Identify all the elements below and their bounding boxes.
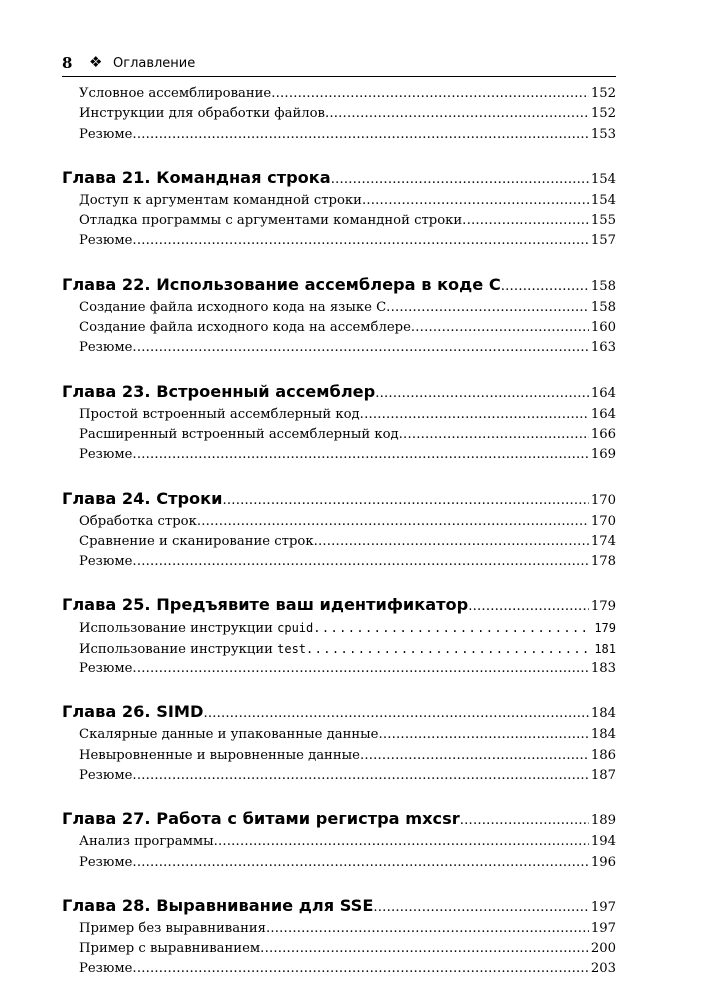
entry-code: test xyxy=(277,641,307,656)
entry-page-number: 194 xyxy=(590,834,616,850)
dot-leader xyxy=(378,725,588,745)
entry-page-number: 184 xyxy=(590,727,616,743)
dot-leader xyxy=(214,832,589,852)
entry-text: Резюме xyxy=(79,661,133,677)
entry-title xyxy=(79,338,132,358)
entry-text: Пример без выравнивания xyxy=(79,920,266,936)
entry-title xyxy=(79,919,266,939)
entry-title xyxy=(79,298,386,318)
dot-leader xyxy=(132,766,588,786)
entry-title xyxy=(79,766,132,786)
entry-title xyxy=(79,445,132,465)
chapter-page-number: 197 xyxy=(590,899,616,915)
entry-title xyxy=(79,191,362,211)
toc-chapter xyxy=(62,486,616,573)
entry-title xyxy=(79,318,411,338)
chapter-heading xyxy=(62,893,616,919)
chapter-heading xyxy=(62,165,616,191)
entry-page-number: 200 xyxy=(590,941,616,957)
entry-text: Использование инструкции xyxy=(79,621,278,637)
dot-leader xyxy=(132,338,588,358)
chapter-page-number: 154 xyxy=(590,171,616,187)
toc-entry xyxy=(62,338,616,358)
entry-page-number: 203 xyxy=(590,961,616,977)
entry-title xyxy=(79,125,132,145)
entry-text: Обработка строк xyxy=(79,513,197,529)
entry-title xyxy=(79,853,132,873)
toc-entry xyxy=(62,832,616,852)
dot-leader xyxy=(313,618,592,638)
dot-leader xyxy=(132,231,588,251)
entry-page-number: 157 xyxy=(590,233,616,249)
dot-leader xyxy=(386,298,589,318)
entry-page-number: 187 xyxy=(590,767,616,783)
running-title: Оглавление xyxy=(113,56,196,71)
entry-text: Доступ к аргументам командной строки xyxy=(79,192,362,208)
toc-entry xyxy=(62,425,616,445)
toc-entry xyxy=(62,125,616,145)
dot-leader xyxy=(460,808,589,834)
entry-title xyxy=(79,618,313,639)
entry-text: Скалярные данные и упакованные данные xyxy=(79,727,379,743)
entry-text: Резюме xyxy=(79,554,133,570)
chapter-page-number: 189 xyxy=(590,813,616,829)
entry-page-number: 181 xyxy=(594,641,616,656)
entry-page-number: 155 xyxy=(590,213,616,229)
entry-text: Резюме xyxy=(79,767,133,783)
entry-text: Отладка программы с аргументами командной строки xyxy=(79,213,463,229)
chapter-heading xyxy=(62,272,616,298)
entry-title xyxy=(79,725,378,745)
toc-entry xyxy=(62,191,616,211)
entry-text: Использование инструкции xyxy=(79,641,278,657)
entry-text: Невыровненные и выровненные данные xyxy=(79,747,360,763)
entry-text: Резюме xyxy=(79,447,133,463)
entry-title xyxy=(79,512,197,532)
dot-leader xyxy=(360,405,589,425)
dot-leader xyxy=(203,701,588,727)
chapter-title: Глава 26. SIMD xyxy=(62,702,204,722)
entry-page-number: 197 xyxy=(590,920,616,936)
toc-entry xyxy=(62,231,616,251)
entry-title xyxy=(79,639,306,660)
dot-leader xyxy=(306,639,592,659)
dot-leader xyxy=(501,274,589,300)
dot-leader xyxy=(132,445,588,465)
chapter-heading xyxy=(62,699,616,725)
entry-title xyxy=(79,832,214,852)
entry-page-number: 186 xyxy=(590,747,616,763)
entry-page-number: 152 xyxy=(590,86,616,101)
entry-page-number: 178 xyxy=(590,554,616,570)
page-number: 8 xyxy=(62,54,73,72)
entry-code: cpuid xyxy=(277,621,314,636)
entry-title xyxy=(79,104,325,124)
dot-leader xyxy=(266,919,589,939)
entry-page-number: 154 xyxy=(590,192,616,208)
chapter-title: Глава 27. Работа с битами регистра mxcsr xyxy=(62,809,460,829)
toc-entry xyxy=(62,298,616,318)
toc-chapter xyxy=(62,592,616,679)
entry-page-number: 164 xyxy=(590,406,616,422)
toc-entry xyxy=(62,639,616,659)
entry-title xyxy=(79,746,360,766)
toc-entry xyxy=(62,766,616,786)
toc-entry xyxy=(62,512,616,532)
chapter-title: Глава 23. Встроенный ассемблер xyxy=(62,381,376,401)
entry-title xyxy=(79,425,399,445)
toc-entry xyxy=(62,853,616,873)
dot-leader xyxy=(271,84,589,104)
entry-title xyxy=(79,84,271,104)
chapter-title: Глава 28. Выравнивание для SSE xyxy=(62,895,374,915)
toc-chapter xyxy=(62,165,616,252)
entry-page-number: 179 xyxy=(594,621,616,636)
entry-page-number: 196 xyxy=(590,854,616,870)
toc-entry xyxy=(62,318,616,338)
entry-text: Пример с выравниванием xyxy=(79,941,261,957)
toc-entry xyxy=(62,746,616,766)
entry-title xyxy=(79,405,360,425)
dot-leader xyxy=(132,125,588,145)
entry-page-number: 170 xyxy=(590,513,616,529)
toc-chapter xyxy=(62,272,616,359)
entry-text: Расширенный встроенный ассемблерный код xyxy=(79,426,399,442)
entry-text: Резюме xyxy=(79,340,133,356)
entry-title xyxy=(79,231,132,251)
dot-leader xyxy=(360,746,589,766)
chapter-heading xyxy=(62,486,616,512)
table-of-contents xyxy=(62,84,616,1000)
toc-entry xyxy=(62,84,616,104)
entry-title xyxy=(79,659,132,679)
entry-page-number: 153 xyxy=(590,126,616,142)
entry-text: Анализ программы xyxy=(79,834,214,850)
toc-entry xyxy=(62,659,616,679)
dot-leader xyxy=(331,167,589,193)
toc-chapter xyxy=(62,893,616,980)
dot-leader xyxy=(325,104,589,124)
dot-leader xyxy=(260,939,589,959)
entry-page-number: 163 xyxy=(590,340,616,356)
chapter-page-number: 170 xyxy=(590,492,616,508)
toc-chapter xyxy=(62,84,616,145)
entry-text: Создание файла исходного кода на ассемблере xyxy=(79,320,411,336)
toc-chapter xyxy=(62,379,616,466)
chapter-title: Глава 22. Использование ассемблера в коде C xyxy=(62,274,501,294)
toc-chapter xyxy=(62,806,616,873)
toc-entry xyxy=(62,959,616,979)
chapter-heading xyxy=(62,592,616,618)
dot-leader xyxy=(373,895,588,921)
entry-title xyxy=(79,552,132,572)
entry-title xyxy=(79,959,132,979)
chapter-page-number: 158 xyxy=(590,278,616,294)
toc-entry xyxy=(62,618,616,638)
entry-title xyxy=(79,532,314,552)
ornament-icon: ❖ xyxy=(89,53,103,71)
entry-text: Условное ассемблирование xyxy=(79,86,272,101)
dot-leader xyxy=(314,532,589,552)
dot-leader xyxy=(223,488,589,514)
dot-leader xyxy=(132,959,588,979)
running-header xyxy=(62,52,616,77)
chapter-title: Глава 25. Предъявите ваш идентификатор xyxy=(62,595,469,615)
chapter-heading xyxy=(62,379,616,405)
entry-text: Резюме xyxy=(79,961,133,977)
entry-page-number: 166 xyxy=(590,426,616,442)
dot-leader xyxy=(132,552,588,572)
entry-text: Резюме xyxy=(79,854,133,870)
toc-entry xyxy=(62,939,616,959)
toc-entry xyxy=(62,552,616,572)
toc-entry xyxy=(62,725,616,745)
chapter-heading xyxy=(62,806,616,832)
toc-entry xyxy=(62,919,616,939)
dot-leader xyxy=(375,381,589,407)
dot-leader xyxy=(132,853,588,873)
toc-entry xyxy=(62,405,616,425)
dot-leader xyxy=(399,425,589,445)
dot-leader xyxy=(468,594,589,620)
entry-text: Создание файла исходного кода на языке C xyxy=(79,299,387,315)
entry-page-number: 183 xyxy=(590,661,616,677)
entry-page-number: 152 xyxy=(590,106,616,122)
entry-text: Резюме xyxy=(79,126,133,142)
entry-title xyxy=(79,211,462,231)
toc-chapter xyxy=(62,699,616,786)
entry-text: Простой встроенный ассемблерный код xyxy=(79,406,360,422)
entry-text: Сравнение и сканирование строк xyxy=(79,533,314,549)
chapter-page-number: 184 xyxy=(590,706,616,722)
dot-leader xyxy=(197,512,589,532)
entry-text: Резюме xyxy=(79,233,133,249)
dot-leader xyxy=(362,191,589,211)
dot-leader xyxy=(132,659,588,679)
entry-page-number: 160 xyxy=(590,320,616,336)
entry-page-number: 169 xyxy=(590,447,616,463)
dot-leader xyxy=(411,318,589,338)
toc-entry xyxy=(62,104,616,124)
entry-page-number: 174 xyxy=(590,533,616,549)
chapter-title: Глава 24. Строки xyxy=(62,488,223,508)
entry-text: Инструкции для обработки файлов xyxy=(79,106,325,122)
dot-leader xyxy=(462,211,589,231)
toc-entry xyxy=(62,532,616,552)
toc-entry xyxy=(62,445,616,465)
toc-entry xyxy=(62,211,616,231)
entry-title xyxy=(79,939,260,959)
chapter-title: Глава 21. Командная строка xyxy=(62,167,331,187)
entry-page-number: 158 xyxy=(590,299,616,315)
chapter-page-number: 164 xyxy=(590,385,616,401)
chapter-page-number: 179 xyxy=(590,599,616,615)
